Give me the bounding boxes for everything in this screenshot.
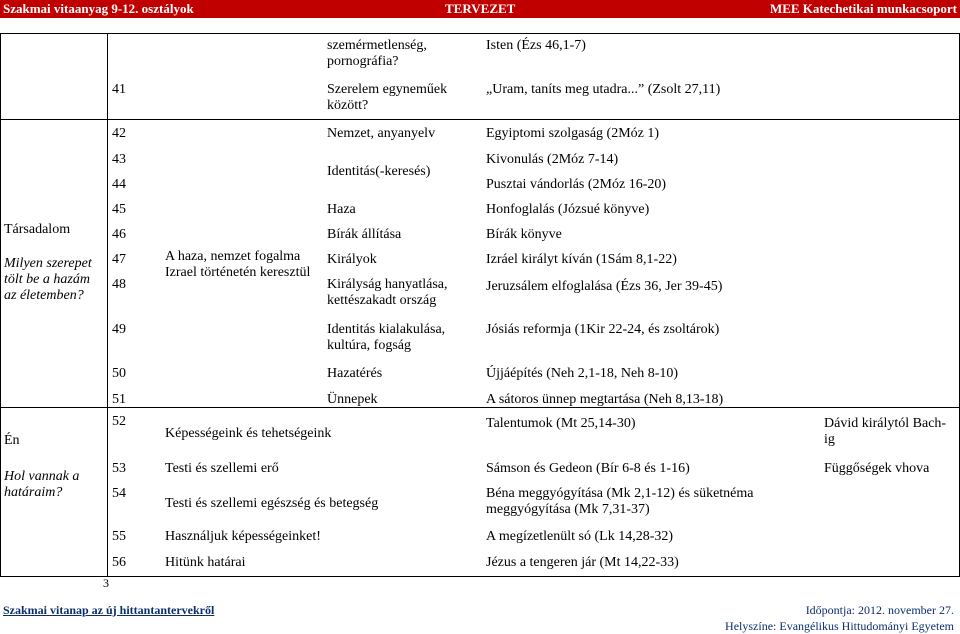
row-number: 49 bbox=[112, 322, 126, 337]
row-number: 55 bbox=[112, 529, 126, 544]
topic-cell: Haza bbox=[327, 202, 356, 217]
example-cell: Talentumok (Mt 25,14-30) bbox=[486, 416, 636, 431]
theme-cell: Testi és szellemi egészség és betegség bbox=[165, 496, 379, 511]
extra-cell: Függőségek vhova bbox=[824, 461, 930, 476]
section-title-tarsadalom: Társadalom bbox=[4, 222, 71, 237]
header-center: TERVEZET bbox=[445, 1, 516, 16]
example-cell: Egyiptomi szolgaság (2Móz 1) bbox=[486, 126, 660, 141]
topic-cell: Hazatérés bbox=[327, 366, 383, 381]
row-number: 56 bbox=[112, 555, 126, 570]
row-number: 43 bbox=[112, 152, 126, 167]
row-number: 53 bbox=[112, 461, 126, 476]
example-cell: Bírák könyve bbox=[486, 227, 562, 242]
example-cell: A megízetlenült só (Lk 14,28-32) bbox=[486, 529, 674, 544]
topic-cell: szemérmetlenség, pornográfia? bbox=[327, 38, 427, 69]
row-number: 42 bbox=[112, 126, 126, 141]
topic-cell: Bírák állítása bbox=[327, 227, 402, 242]
page-number: 3 bbox=[103, 576, 109, 590]
topic-cell: Identitás(-keresés) bbox=[327, 164, 431, 179]
example-cell: A sátoros ünnep megtartása (Neh 8,13-18) bbox=[486, 392, 724, 407]
row-number: 44 bbox=[112, 177, 126, 192]
theme-cell: Használjuk képességeinket! bbox=[165, 529, 321, 544]
topic-cell: Királyok bbox=[327, 252, 377, 267]
example-cell: Honfoglalás (Józsué könyve) bbox=[486, 202, 650, 217]
theme-cell: Testi és szellemi erő bbox=[165, 461, 279, 476]
header-right: MEE Katechetikai munkacsoport bbox=[769, 1, 957, 16]
row-number: 47 bbox=[112, 252, 126, 267]
section-question-en: Hol vannak a határaim? bbox=[4, 469, 80, 500]
topic-cell: Szerelem egyneműek között? bbox=[327, 82, 448, 113]
section-question-tarsadalom: Milyen szerepet tölt be a hazám az életemben? bbox=[4, 256, 92, 303]
theme-cell: Hitünk határai bbox=[165, 555, 246, 570]
topic-cell: Nemzet, anyanyelv bbox=[327, 126, 436, 141]
row-number: 52 bbox=[112, 414, 126, 429]
example-cell: Jeruzsálem elfoglalása (Ézs 36, Jer 39-45) bbox=[486, 279, 723, 294]
example-cell: „Uram, taníts meg utadra...” (Zsolt 27,11) bbox=[486, 82, 721, 97]
section-title-en: Én bbox=[4, 433, 20, 448]
topic-cell: Ünnepek bbox=[327, 392, 378, 407]
example-cell: Jézus a tengeren jár (Mt 14,22-33) bbox=[486, 555, 679, 570]
footer-place: Helyszíne: Evangélikus Hittudományi Egyetem bbox=[725, 619, 954, 633]
extra-cell: Dávid királytól Bach-ig bbox=[824, 416, 947, 447]
topic-cell: Királyság hanyatlása, kettészakadt ország bbox=[327, 277, 448, 308]
example-cell: Izráel királyt kíván (1Sám 8,1-22) bbox=[486, 252, 677, 267]
example-cell: Sámson és Gedeon (Bír 6-8 és 1-16) bbox=[486, 461, 690, 476]
row-number: 54 bbox=[112, 486, 126, 501]
example-cell: Jósiás reformja (1Kir 22-24, és zsoltárok) bbox=[486, 322, 720, 337]
row-number: 41 bbox=[112, 82, 126, 97]
theme-cell: A haza, nemzet fogalma Izrael történetén keresztül bbox=[165, 249, 311, 280]
example-cell: Kivonulás (2Móz 7-14) bbox=[486, 152, 619, 167]
row-number: 45 bbox=[112, 202, 126, 217]
header-left: Szakmai vitaanyag 9-12. osztályok bbox=[3, 1, 194, 16]
row-number: 48 bbox=[112, 277, 126, 292]
footer-date: Időpontja: 2012. november 27. bbox=[805, 603, 954, 617]
row-number: 50 bbox=[112, 366, 126, 381]
topic-cell: Identitás kialakulása, kultúra, fogság bbox=[327, 322, 446, 353]
theme-cell: Képességeink és tehetségeink bbox=[165, 426, 332, 441]
example-cell: Béna meggyógyítása (Mk 2,1-12) és süketnéma meggyógyítása (Mk 7,31-37) bbox=[486, 486, 754, 517]
example-cell: Újjáépítés (Neh 2,1-18, Neh 8-10) bbox=[486, 366, 679, 381]
row-number: 51 bbox=[112, 392, 126, 407]
example-cell: Isten (Ézs 46,1-7) bbox=[486, 38, 586, 53]
row-number: 46 bbox=[112, 227, 126, 242]
example-cell: Pusztai vándorlás (2Móz 16-20) bbox=[486, 177, 667, 192]
footer-left: Szakmai vitanap az új hittantantervekről bbox=[3, 603, 215, 617]
